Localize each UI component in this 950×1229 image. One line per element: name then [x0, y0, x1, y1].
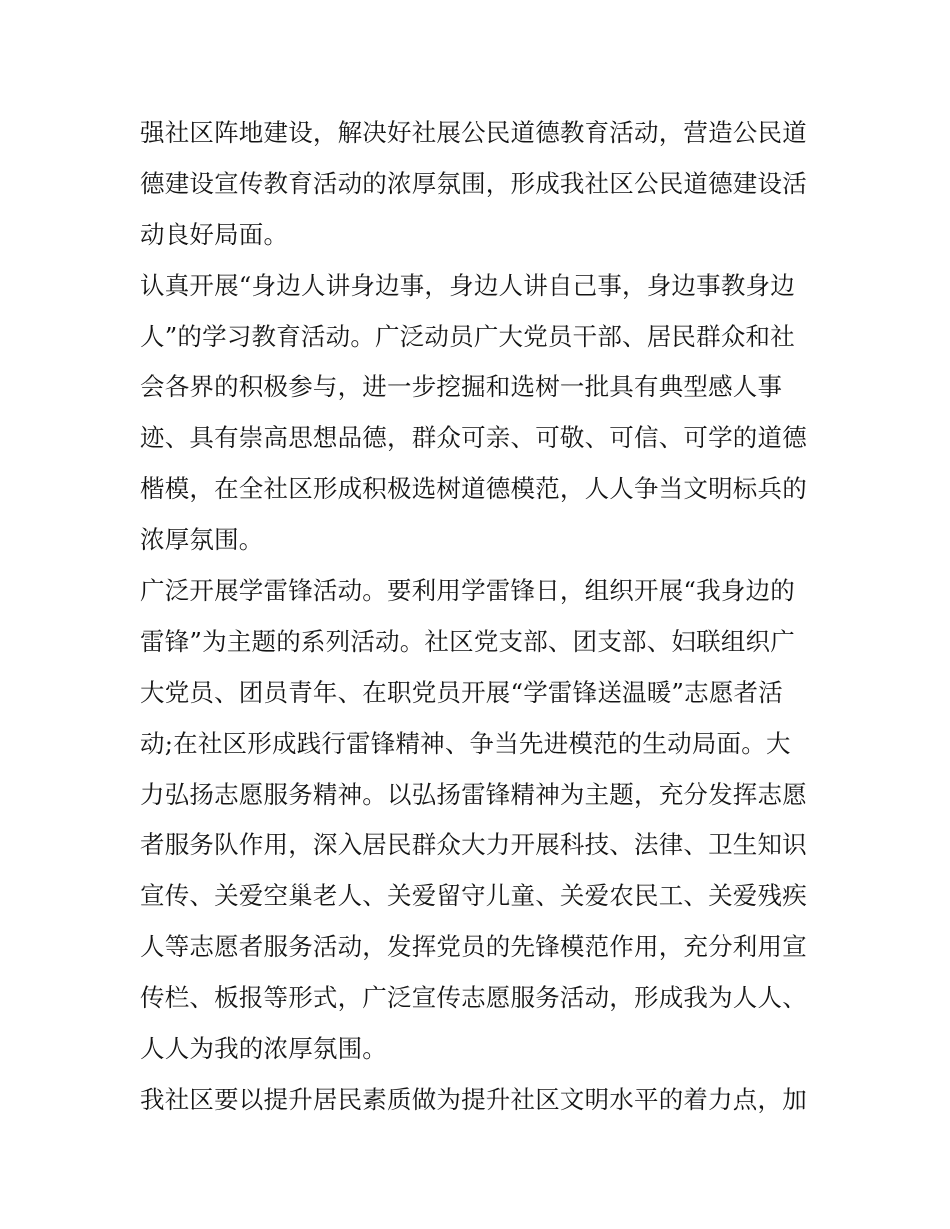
- text-line: 会各界的积极参与，进一步挖掘和选树一批具有典型感人事: [140, 372, 783, 402]
- text-line: 迹、具有崇高思想品德，群众可亲、可敬、可信、可学的道德: [140, 423, 807, 453]
- text-line: 人等志愿者服务活动，发挥党员的先锋模范作用，充分利用宣: [140, 932, 807, 962]
- text-line: 宣传、关爱空巢老人、关爱留守儿童、关爱农民工、关爱残疾: [140, 881, 807, 911]
- text-line: 广泛开展学雷锋活动。要利用学雷锋日，组织开展“我身边的: [140, 576, 795, 606]
- text-line: 人”的学习教育活动。广泛动员广大党员干部、居民群众和社: [140, 321, 795, 351]
- text-line: 德建设宣传教育活动的浓厚氛围，形成我社区公民道德建设活: [140, 168, 807, 198]
- text-line: 动良好局面。: [140, 219, 289, 249]
- text-line: 人人为我的浓厚氛围。: [140, 1034, 387, 1064]
- text-line: 强社区阵地建设，解决好社展公民道德教育活动，营造公民道: [140, 118, 807, 147]
- text-line: 大党员、团员青年、在职党员开展“学雷锋送温暖”志愿者活: [140, 677, 783, 707]
- text-line: 雷锋”为主题的系列活动。社区党支部、团支部、妇联组织广: [140, 626, 795, 656]
- text-line: 力弘扬志愿服务精神。以弘扬雷锋精神为主题，充分发挥志愿: [140, 779, 807, 809]
- text-line: 者服务队作用，深入居民群众大力开展科技、法律、卫生知识: [140, 830, 807, 860]
- text-line: 我社区要以提升居民素质做为提升社区文明水平的着力点，加: [140, 1084, 807, 1114]
- text-line: 浓厚氛围。: [140, 525, 264, 555]
- text-line: 楷模，在全社区形成积极选树道德模范，人人争当文明标兵的: [140, 474, 807, 504]
- document-body: [140, 108, 820, 1126]
- text-line: 传栏、板报等形式，广泛宣传志愿服务活动，形成我为人人、: [140, 983, 807, 1013]
- text-line: 认真开展“身边人讲身边事，身边人讲自己事，身边事教身边: [140, 270, 795, 300]
- text-line: 动;在社区形成践行雷锋精神、争当先进模范的生动局面。大: [140, 728, 791, 758]
